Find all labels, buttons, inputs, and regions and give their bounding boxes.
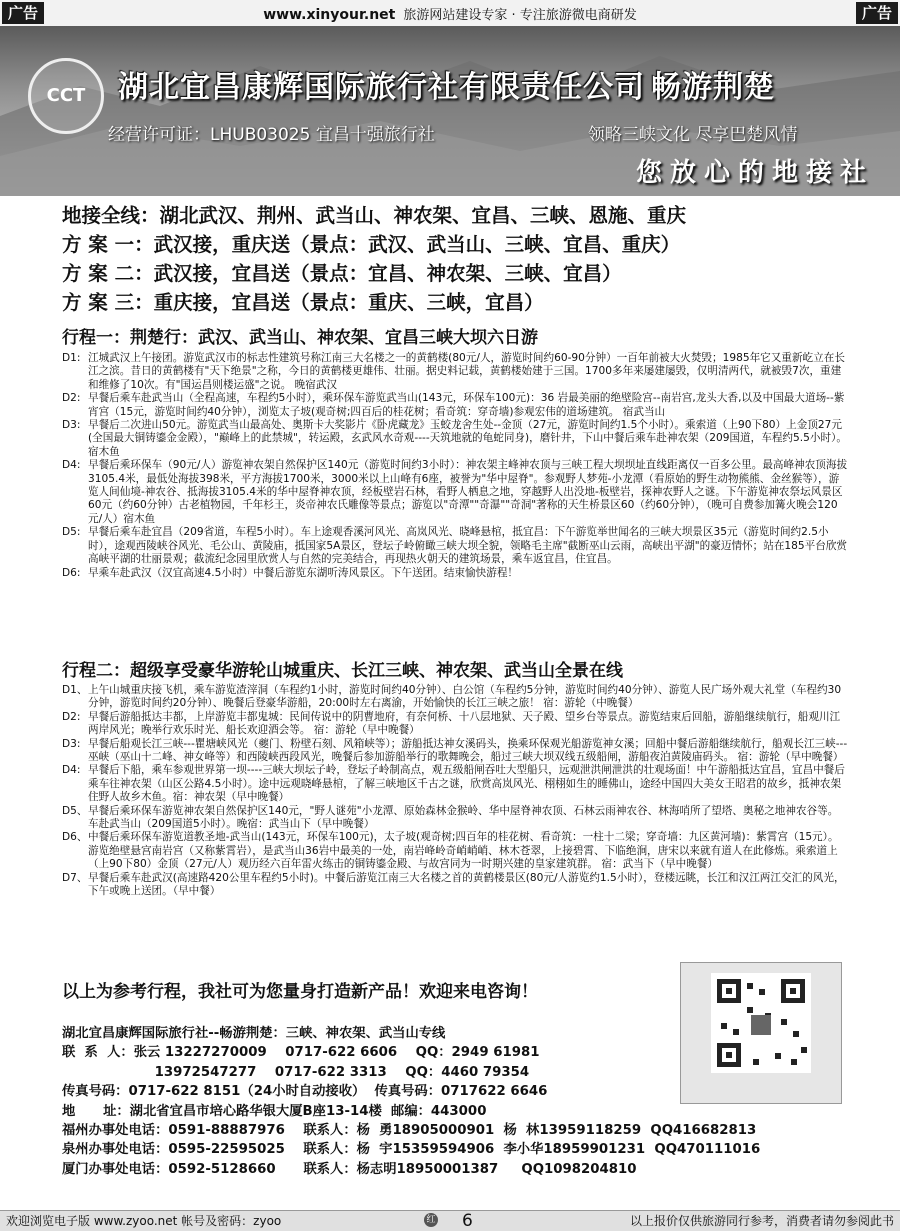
top-bar (0, 0, 900, 27)
day-entry (62, 684, 848, 711)
route-line: 方 案 三：重庆接，宜昌送（景点：重庆、三峡，宜昌） (62, 291, 544, 314)
day-entry (62, 419, 848, 459)
day-entry (62, 805, 848, 832)
day-label: D5、 (62, 804, 88, 817)
day-label: D2: (62, 392, 81, 405)
slogan: 领略三峡文化 尽享巴楚风情 (588, 125, 798, 145)
day-text: 上午山城重庆接飞机，乘车游览渣滓洞（车程约1小时，游览时间约40分钟）、白公馆（车程约5分钟，游览时间约40分钟）、游览人民广场外观大礼堂（车程约30分钟，游览时间约20分钟）、晚餐后登豪华游船，20:00时左右离渝，开始愉快的长江三峡之旅！ 宿：游轮（中晚餐） (88, 684, 842, 710)
route-plans (62, 201, 686, 317)
itinerary-1-title: 行程一：荆楚行：武汉、武当山、神农架、宜昌三峡大坝六日游 (62, 328, 538, 348)
day-text: 早餐后乘车赴武当山（全程高速，车程约5小时），乘环保车游览武当山(143元，环保车100元)：36 岩最美丽的绝壁险宫--南岩宫,龙头大香,以及中国最大道场--紫宵宫（15元，游览时间约40分钟），浏览太子坡(观奇树;四百后的桂花树；看奇筑：穿奇墙)参观宏伟的道场建筑。 宿武当山 (88, 392, 845, 418)
day-label: D7、 (62, 871, 88, 884)
company-name (112, 62, 775, 106)
site-tagline: 旅游网站建设专家 · 专注旅游微电商研发 (403, 8, 637, 23)
red-seal-icon: 红 (424, 1213, 438, 1227)
day-text: 早餐后乘环保车（90元/人）游览神农架自然保护区140元（游览时间约3小时）：神农架主峰神农顶与三峡工程大坝坝址直线距离仅一百多公里。最高峰神农顶海拔3105.4米，最低处海拔398米，平方海拔1700米，3000米以上山峰有6座，被誉为"华中屋脊"。参观野人梦苑-小龙潭（看原始的野生动物熊熊、金丝猴等），游览人间仙境-神农谷、抵海拔3105.4米的华中屋脊神农顶，经板壁岩石林，看野人栖息之地，穿越野人出没地-板壁岩，探神农野人之谜。下午游览神农祭坛风景区60元（约60分钟）古老植物园，千年杉王，炎帝神农氏雕像等景点；游览以"奇潭""奇瀑""奇洞"著称的天生桥景区60（约60分钟），（晚可自费参加篝火晚会120元/人）宿木鱼 (88, 459, 848, 525)
day-entry (62, 459, 848, 526)
cct-logo: CCT (28, 58, 104, 134)
day-entry (62, 738, 848, 765)
contact-line: 联 系 人：张云 13227270009 0717-622 6606 QQ：2949 61981 (62, 1045, 540, 1061)
page-footer (0, 1210, 900, 1231)
day-entry (62, 352, 848, 392)
route-line: 方 案 一：武汉接，重庆送（景点：武汉、武当山、三峡、宜昌、重庆） (62, 233, 681, 256)
page-number: 6 (462, 1211, 473, 1231)
footer-disclaimer: 以上报价仅供旅游同行参考，消费者请勿参阅此书 (629, 1214, 894, 1228)
day-label: D1、 (62, 684, 88, 696)
day-label: D1: (62, 352, 81, 364)
footer-left-text: 欢迎浏览电子版 www.zyoo.net 帐号及密码：zyoo (6, 1214, 282, 1228)
day-label: D3: (62, 419, 81, 432)
day-text: 江城武汉上午接团。游览武汉市的标志性建筑号称江南三大名楼之一的黄鹤楼(80元/人，游览时间约60-90分钟）一百年前被大火焚毁；1985年它又重新屹立在长江之滨。昔日的黄鹤楼有"天下绝景"之称，今日的黄鹤楼更雄伟、壮丽。据史料记载，黄鹤楼始建于三国。1700多年来屡建屡毁，仅明清两代，就被毁7次，重建和维修了10次。有"国运昌则楼运盛"之说。 晚宿武汉 (88, 352, 845, 391)
day-text: 早餐后游船抵达丰都，上岸游览丰都鬼城：民间传说中的阴曹地府，有奈何桥、十八层地狱、天子殿、望乡台等景点。游览结束后回船，游船继续航行，船观川江两岸风光；晚举行欢乐时光、船长欢迎酒会等。 宿：游轮（早中晚餐） (88, 710, 841, 737)
ad-label-left: 广告 (2, 2, 44, 24)
day-entry (62, 872, 848, 899)
day-text: 早餐后船观长江三峡---瞿塘峡风光（夔门、粉壁石刻、风箱峡等）；游船抵达神女溪码头，换乘环保观光船游览神女溪；回船中餐后游船继续航行，船观长江三峡---巫峡（巫山十二峰、神女峰等）和西陵峡西段风光，晚餐后参加游船举行的歌舞晚会，船过三峡大坝双线五级船闸，游船夜泊黄陵庙码头。 宿：游轮（早中晚餐） (88, 737, 848, 764)
day-entry (62, 711, 848, 738)
site-url[interactable]: www.xinyour.net (263, 7, 396, 23)
call-to-action: 以上为参考行程，我社可为您量身打造新产品！欢迎来电咨询！ (62, 982, 538, 1002)
itinerary-2-title: 行程二：超级享受豪华游轮山城重庆、长江三峡、神农架、武当山全景在线 (62, 661, 623, 681)
day-entry (62, 831, 848, 871)
contact-line: 厦门办事处电话：0592-5128660 联系人：杨志明18950001387 QQ1098204810 (62, 1161, 637, 1177)
day-label: D3: (62, 737, 81, 750)
day-text: 早餐后乘环保车游览神农架自然保护区140元，"野人谜苑"小龙潭、原始森林金猴岭、华中屋脊神农顶、石林云雨神农谷、林海哨所了望塔、奥秘之地神农谷等。车赴武当山（209国道5小时）。晚宿：武当山下（早中晚餐） (88, 804, 839, 831)
ad-label-right: 广告 (856, 2, 898, 24)
contact-line: 传真号码：0717-622 8151（24小时自动接收） 传真号码：0717622 6646 (62, 1084, 548, 1100)
day-entry (62, 392, 848, 419)
company-banner (0, 26, 900, 196)
day-entry (62, 764, 848, 804)
contact-block (62, 1024, 862, 1179)
day-entry (62, 567, 848, 580)
contact-line: 湖北宜昌康辉国际旅行社--畅游荆楚：三峡、神农架、武当山专线 (62, 1026, 446, 1041)
day-label: D4: (62, 764, 81, 777)
contact-line: 福州办事处电话：0591-88887976 联系人：杨 勇18905000901 杨 林13959118259 QQ416682813 (62, 1123, 757, 1139)
route-line: 方 案 二：武汉接，宜昌送（景点：宜昌、神农架、三峡、宜昌） (62, 262, 622, 285)
contact-line: 泉州办事处电话：0595-22595025 联系人：杨 宇15359594906 李小华18959901231 QQ470111016 (62, 1142, 761, 1158)
company-full-name: 湖北宜昌康辉国际旅行社有限责任公司 (118, 70, 645, 105)
day-text: 早餐后乘车赴宜昌（209省道，车程5小时）。车上途观香溪河风光、高岚风光、晓峰悬棺，抵宜昌：下午游览举世闻名的三峡大坝景区35元（游览时间约2.5小时），途观西陵峡谷风光、毛公山、黄陵庙，抵国家5A景区，登坛子岭俯瞰三峡大坝全貌，领略毛主席"截断巫山云雨，高峡出平湖"的豪迈情怀；站在185平台欣赏高峡平湖的壮丽景观；截流纪念园里欣赏人与自然的完美结合，再现热火朝天的建筑场景，乘车返宜昌，住宜昌。 (88, 526, 848, 566)
day-text: 中餐后乘环保车游览道教圣地-武当山(143元，环保车100元)，太子坡(观奇树;四百年的桂花树、看奇筑：一柱十二梁；穿奇墙：九区黄河墙)：紫霄宫（15元）。游览绝壁悬宫南岩宫（又称紫霄岩），是武当山36岩中最美的一处，南岩峰岭奇峭峭峭、林木苍翠，上接碧霄、下临绝涧，唐宋以来就有道人在此修炼。乘索道上（上90下80）金顶（27元/人）观历经六百年雷火练击的铜铸鎏金殿、与故宫同为一时期兴建的皇家建筑群。 宿：武当下（早中晚餐） (88, 831, 839, 871)
license-info: 经营许可证：LHUB03025 宜昌十强旅行社 (108, 125, 435, 145)
itinerary-1-days (62, 352, 848, 580)
day-text: 早乘车赴武汉（汉宜高速4.5小时）中餐后游览东湖听涛风景区。下午送团。结束愉快游程！ (88, 566, 519, 579)
itinerary-2-days (62, 684, 848, 899)
contact-line: 地 址：湖北省宜昌市培心路华银大厦B座13-14楼 邮编：443000 (62, 1103, 487, 1119)
day-label: D4: (62, 459, 81, 472)
day-label: D2: (62, 710, 81, 723)
contact-line: 13972547277 0717-622 3313 QQ：4460 79354 (62, 1064, 530, 1080)
day-text: 早餐后二次进山50元。游览武当山最高处、奥斯卡大奖影片《卧虎藏龙》玉蛟龙舍生处--金顶（27元，游览时间约1.5个小时）。乘索道（上90下80）上金顶27元(全国最大铜铸鎏金金殿），"巅峰上的此禁城"，转运殿，玄武风水奇观----天筑地就的龟蛇同身)，磨针井，下山中餐后乘车赴神农架（209国道，车程约5.5小时）。 宿木鱼 (88, 419, 847, 458)
brand-name: 畅游荆楚 (651, 70, 775, 105)
day-text: 早餐后乘车赴武汉(高速路420公里车程约5小时)。中餐后游览江南三大名楼之首的黄鹤楼景区(80元/人游览约1.5小时），登楼远眺，长江和汉江两江交汇的风光，下午或晚上送团。（早中餐） (88, 871, 845, 898)
trust-slogan: 您放心的地接社 (635, 158, 874, 188)
route-line: 地接全线：湖北武汉、荆州、武当山、神农架、宜昌、三峡、恩施、重庆 (62, 204, 687, 227)
day-text: 早餐后下船，乘车参观世界第一坝----三峡大坝坛子岭，登坛子岭制高点，观五级船闸吞吐大型船只，远观泄洪闸泄洪的壮观场面！中午游船抵达宜昌，宜昌中餐后乘车往神农架（山区公路4.5小时）。途中远观晓峰悬棺，了解三峡地区千古之谜，欣赏高岚风光、栩栩如生的睡佛山，途经中国四大美女王昭君的故乡，抵神农架住野人故乡木鱼。宿：神农架（早中晚餐） (88, 764, 845, 804)
day-entry (62, 526, 848, 566)
site-header (0, 4, 900, 23)
day-label: D5: (62, 526, 81, 539)
day-label: D6: (62, 566, 81, 579)
day-label: D6、 (62, 831, 88, 844)
